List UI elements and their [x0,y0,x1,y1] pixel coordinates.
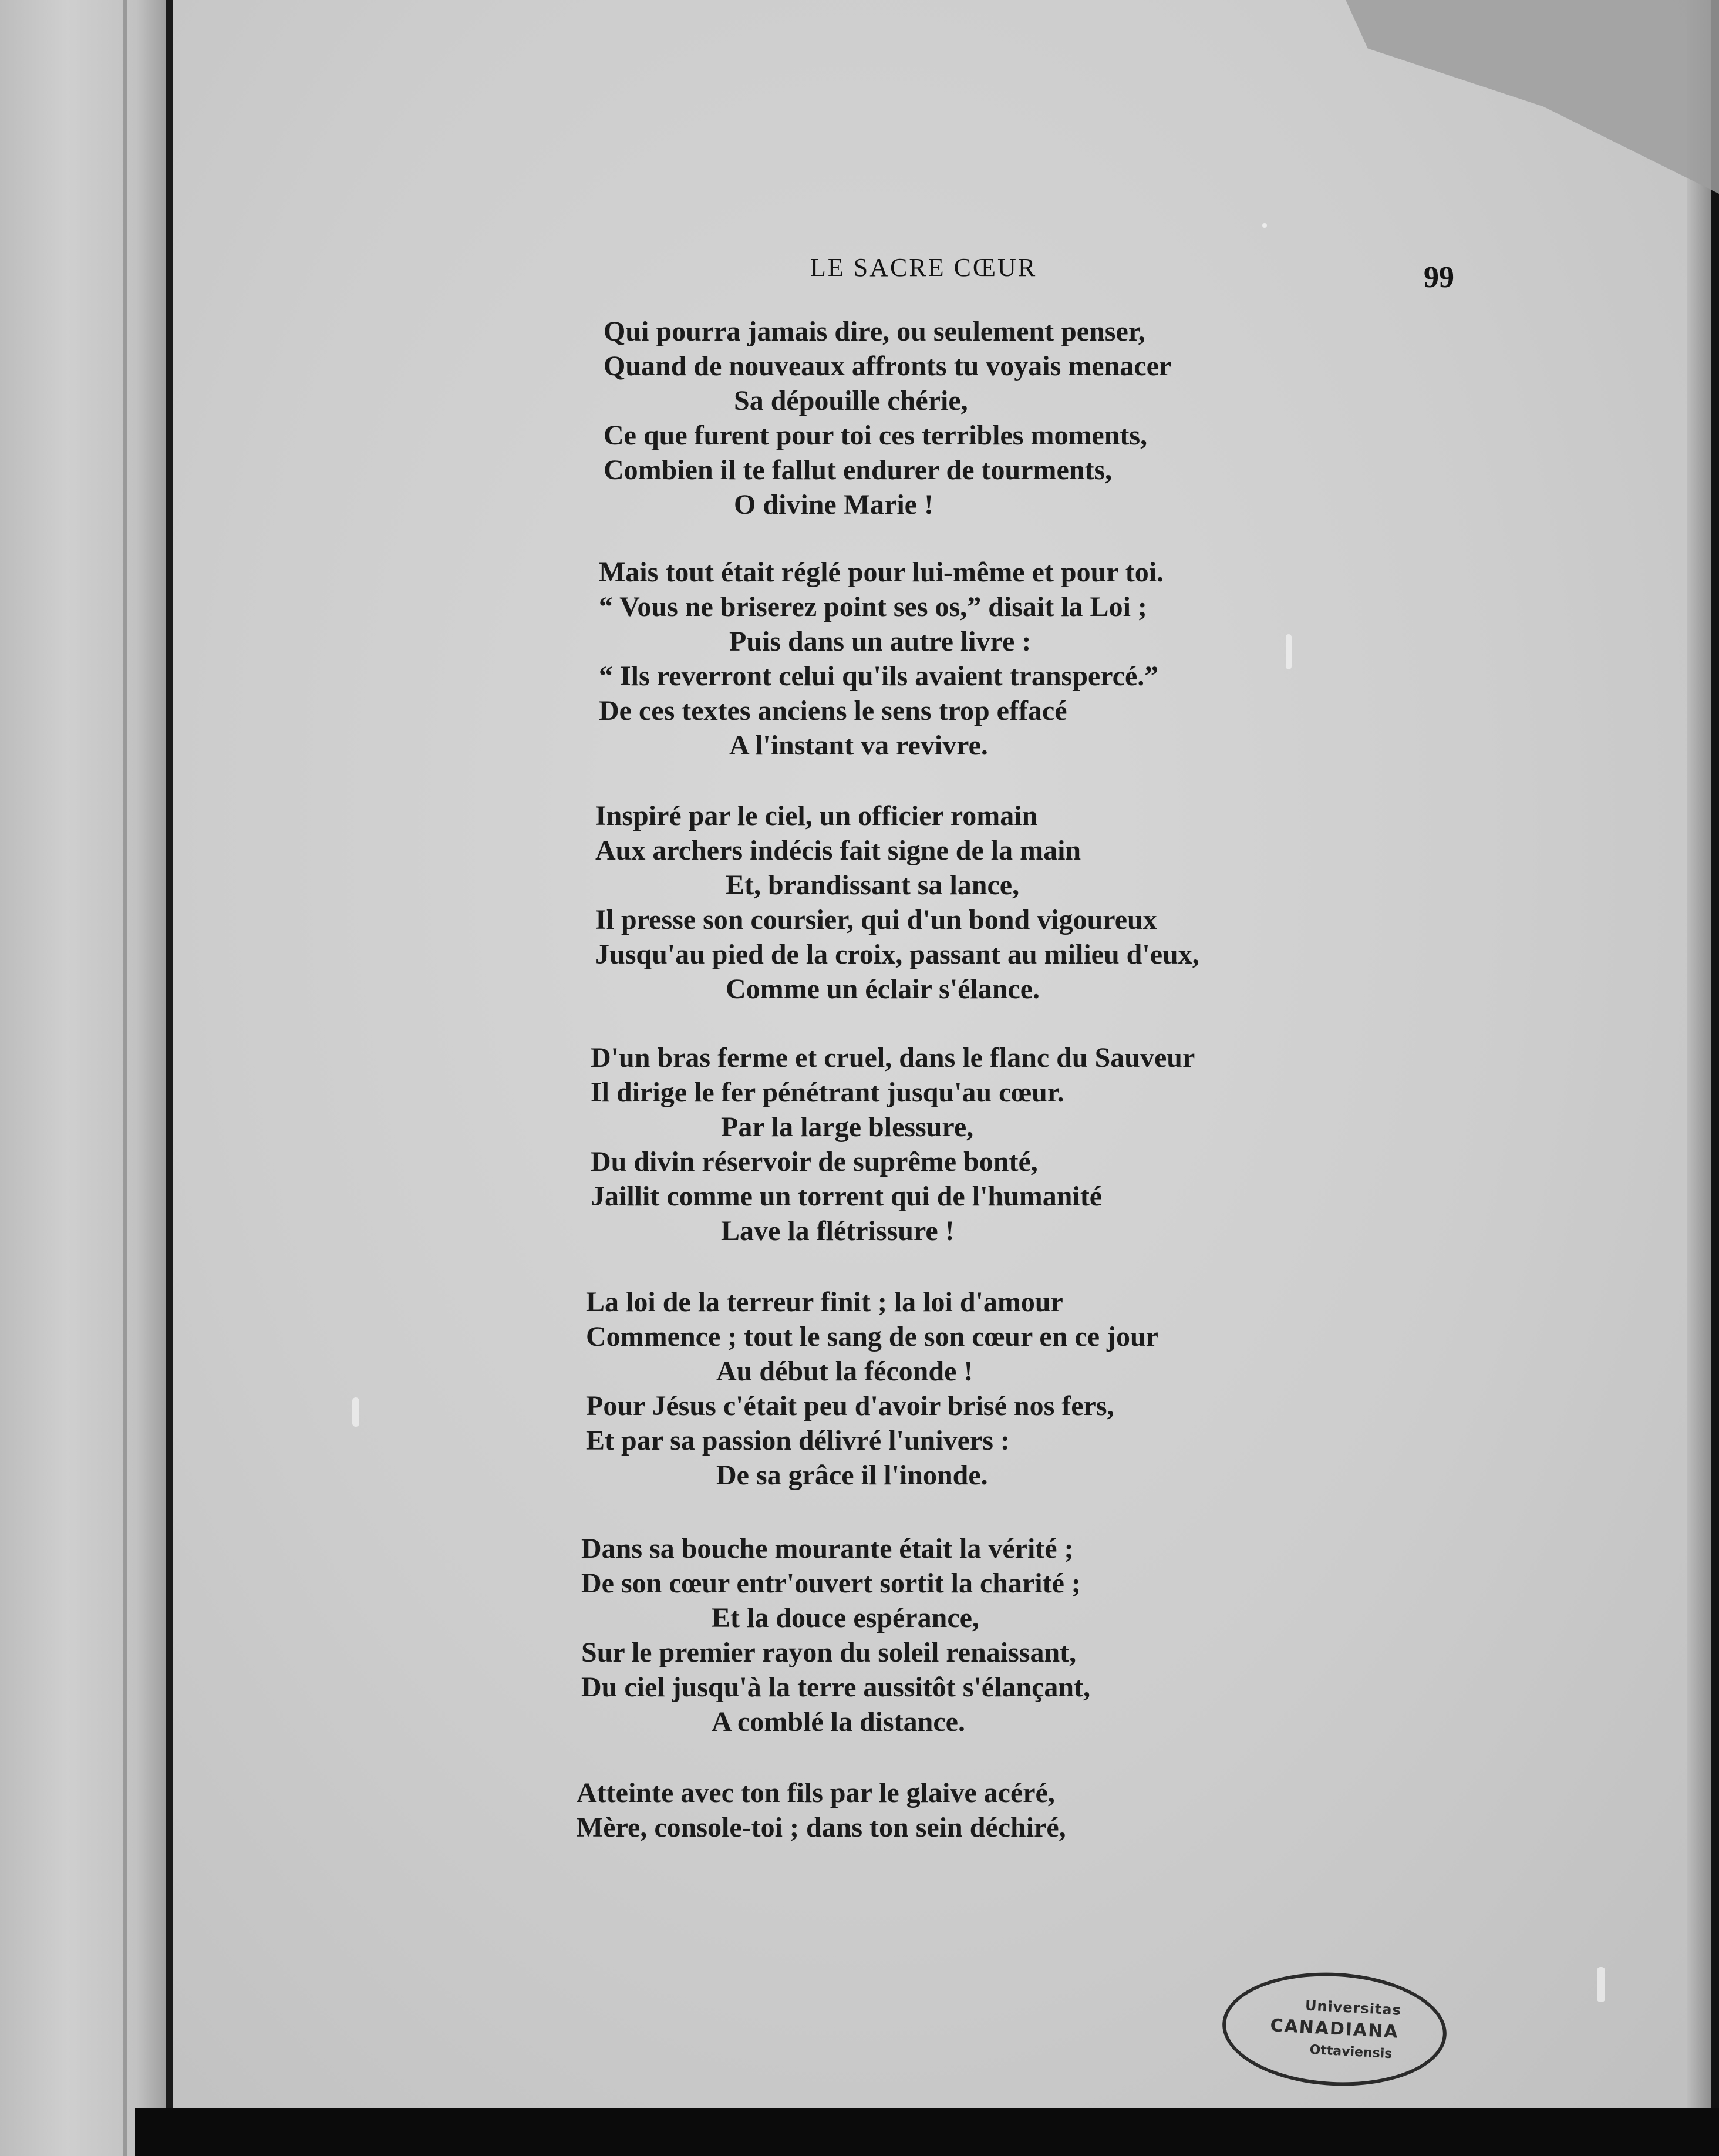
scan-speck [1597,1967,1605,2002]
stanza-4 [591,1040,1195,1248]
verse-line: Par la large blessure, [721,1111,974,1143]
verse-line: De son cœur entr'ouvert sortit la charité ; [581,1568,1081,1599]
verse-line: D'un bras ferme et cruel, dans le flanc du Sauveur [591,1042,1195,1073]
verse-line: Comme un éclair s'élance. [726,973,1040,1005]
verse-line: Puis dans un autre livre : [729,626,1032,657]
verse-line: Dans sa bouche mourante était la vérité ; [581,1533,1074,1564]
stamp-line: Ottaviensis [1309,2042,1393,2062]
stamp-line: Universitas [1305,1997,1402,2019]
verse-line: Du divin réservoir de suprême bonté, [591,1146,1038,1177]
verse-line: A l'instant va revivre. [729,730,988,761]
verse-line: Quand de nouveaux affronts tu voyais menacer [604,351,1172,382]
verse-line: Et, brandissant sa lance, [726,870,1020,901]
verse-line: La loi de la terreur finit ; la loi d'amour [586,1286,1063,1318]
page-number: 99 [1424,261,1454,294]
verse-line: Commence ; tout le sang de son cœur en ce jour [586,1321,1158,1352]
verse-line: Lave la flétrissure ! [721,1215,955,1247]
verse-line: Inspiré par le ciel, un officier romain [595,800,1038,831]
stanza-6 [581,1531,1090,1739]
verse-line: Sur le premier rayon du soleil renaissant, [581,1637,1077,1668]
running-head: LE SACRE CŒUR [810,253,1037,282]
verse-line: Au début la féconde ! [716,1356,973,1387]
verse-line: Pour Jésus c'était peu d'avoir brisé nos fers, [586,1390,1114,1421]
scan-speck [352,1397,359,1427]
scan-speck [1262,223,1267,228]
verse-line: Il presse son coursier, qui d'un bond vigoureux [595,904,1157,935]
verse-line: Qui pourra jamais dire, ou seulement penser, [604,316,1145,347]
verse-line: Aux archers indécis fait signe de la main [595,835,1081,866]
verse-line: Mais tout était réglé pour lui-même et pour toi. [599,557,1164,588]
stamp-line: CANADIANA [1269,2015,1400,2043]
verse-line: “ Vous ne briserez point ses os,” disait la Loi ; [599,591,1147,622]
verse-line: Ce que furent pour toi ces terribles moments, [604,420,1148,451]
stanza-7 [577,1776,1066,1845]
verse-line: Jusqu'au pied de la croix, passant au milieu d'eux, [595,939,1199,970]
verse-line: Combien il te fallut endurer de tourments, [604,454,1113,486]
verse-line: Du ciel jusqu'à la terre aussitôt s'élançant, [581,1672,1091,1703]
verse-line: A comblé la distance. [712,1706,965,1737]
verse-line: Jaillit comme un torrent qui de l'humanité [591,1181,1103,1212]
verse-line: Sa dépouille chérie, [734,385,968,416]
verse-line: De sa grâce il l'inonde. [716,1460,988,1491]
verse-line: “ Ils reverront celui qu'ils avaient transpercé.” [599,661,1159,692]
stanza-5 [586,1285,1158,1493]
verse-line: Mère, console-toi ; dans ton sein déchiré, [577,1812,1066,1843]
verse-line: O divine Marie ! [734,489,933,520]
verse-line: Et la douce espérance, [712,1602,979,1633]
verse-line: Il dirige le fer pénétrant jusqu'au cœur. [591,1077,1064,1108]
verse-line: De ces textes anciens le sens trop effacé [599,695,1067,726]
verse-line: Et par sa passion délivré l'univers : [586,1425,1010,1456]
verse-line: Atteinte avec ton fils par le glaive acéré, [577,1777,1055,1808]
stanza-2 [599,555,1164,763]
stanza-3 [595,799,1199,1006]
scan-speck [1286,634,1292,669]
stanza-1 [604,314,1171,522]
